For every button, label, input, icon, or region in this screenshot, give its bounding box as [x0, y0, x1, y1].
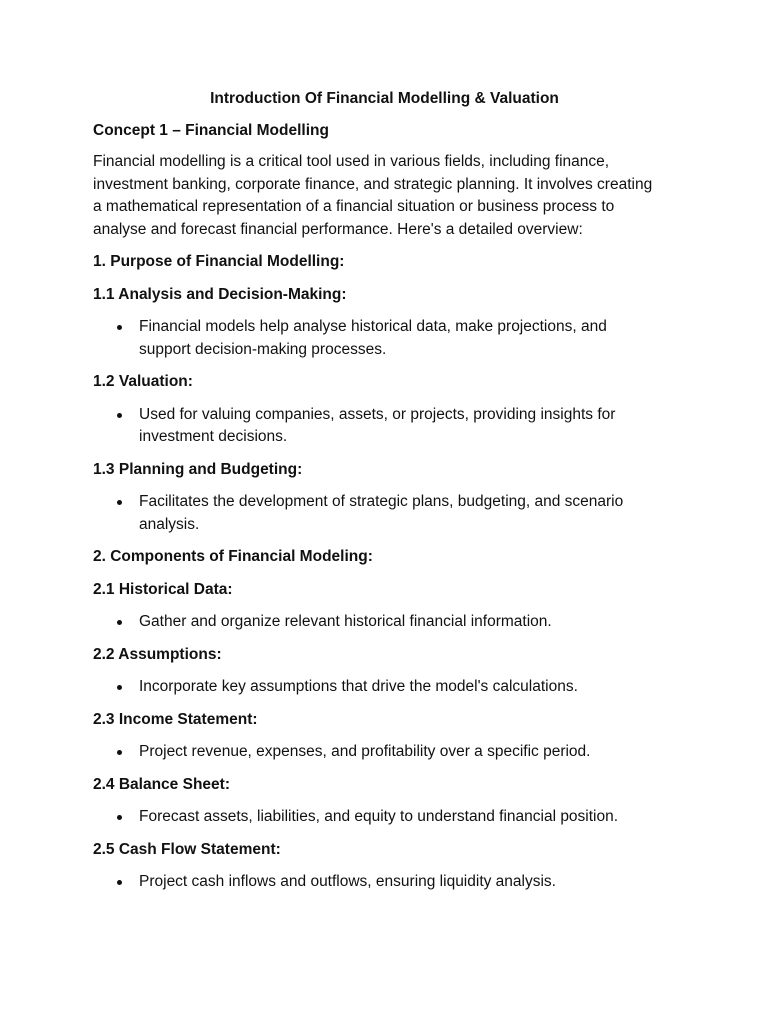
- bullet-list-analysis: [93, 316, 672, 361]
- list-item: [93, 676, 659, 699]
- subsection-heading-planning: 1.3 Planning and Budgeting:: [93, 460, 303, 478]
- bullet-icon: [117, 413, 122, 418]
- subsection-heading-valuation: 1.2 Valuation:: [93, 373, 193, 390]
- subsection-heading-cash-flow: 2.5 Cash Flow Statement:: [93, 840, 281, 858]
- list-item: [93, 491, 659, 536]
- bullet-list-balance-sheet: [93, 806, 672, 829]
- concept-heading: Concept 1 – Financial Modelling: [93, 121, 329, 139]
- section-heading-purpose: 1. Purpose of Financial Modelling:: [93, 253, 345, 270]
- bullet-list-historical-data: [93, 611, 672, 634]
- bullet-text: Used for valuing companies, assets, or projects, providing insights for investment decisions.: [139, 405, 616, 445]
- bullet-text: Project revenue, expenses, and profitability over a specific period.: [139, 743, 591, 760]
- bullet-icon: [117, 750, 122, 755]
- bullet-text: Forecast assets, liabilities, and equity to understand financial position.: [139, 808, 619, 825]
- subsection-heading-historical-data: 2.1 Historical Data:: [93, 580, 233, 598]
- bullet-list-income-statement: [93, 741, 672, 764]
- list-item: [93, 404, 659, 449]
- bullet-icon: [117, 685, 122, 690]
- bullet-list-planning: [93, 491, 672, 536]
- list-item: [93, 316, 659, 361]
- bullet-text: Gather and organize relevant historical financial information.: [139, 613, 552, 630]
- subsection-heading-income-statement: 2.3 Income Statement:: [93, 710, 258, 728]
- subsection-heading-analysis: 1.1 Analysis and Decision-Making:: [93, 285, 347, 303]
- list-item: [93, 611, 659, 634]
- bullet-icon: [117, 815, 122, 820]
- subsection-heading-assumptions: 2.2 Assumptions:: [93, 645, 222, 663]
- document-title: Introduction Of Financial Modelling & Valuation: [210, 90, 559, 107]
- list-item: [93, 871, 659, 894]
- bullet-icon: [117, 325, 122, 330]
- section-heading-components: 2. Components of Financial Modeling:: [93, 548, 373, 565]
- bullet-icon: [117, 880, 122, 885]
- bullet-text: Facilitates the development of strategic plans, budgeting, and scenario analysis.: [139, 493, 624, 533]
- bullet-list-assumptions: [93, 676, 672, 699]
- list-item: [93, 806, 659, 829]
- subsection-heading-balance-sheet: 2.4 Balance Sheet:: [93, 775, 230, 793]
- bullet-text: Incorporate key assumptions that drive the model's calculations.: [139, 678, 578, 695]
- intro-paragraph: Financial modelling is a critical tool used in various fields, including finance, investment banking, corporate finance, and strategic planning. It involves creating a mathematical representation of a financial situation or business process to analyse and forecast financial performance. Here's a detailed overview:: [93, 153, 653, 238]
- list-item: [93, 741, 659, 764]
- bullet-list-cash-flow: [93, 871, 672, 894]
- bullet-icon: [117, 500, 122, 505]
- bullet-text: Financial models help analyse historical data, make projections, and support decision-making processes.: [139, 318, 607, 358]
- bullet-text: Project cash inflows and outflows, ensuring liquidity analysis.: [139, 873, 556, 890]
- bullet-icon: [117, 620, 122, 625]
- bullet-list-valuation: [93, 404, 672, 449]
